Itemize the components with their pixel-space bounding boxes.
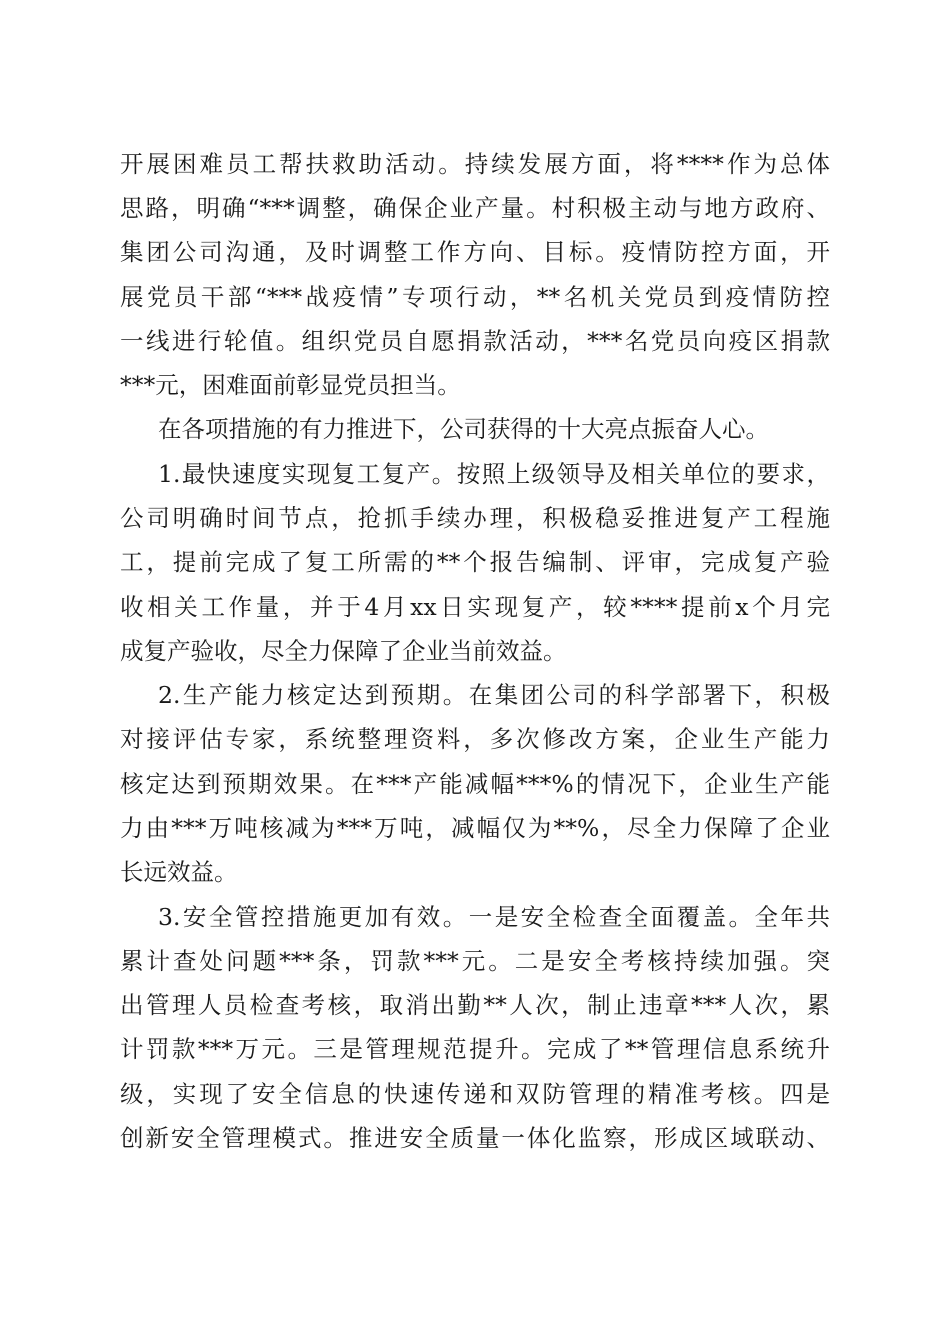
- list-item-heading: 3.安全管控措施更加有效。一是安全检查全面覆盖。全年共: [158, 903, 830, 931]
- text-line: 公司明确时间节点，抢抓手续办理，积极稳妥推进复产工程施: [120, 504, 830, 532]
- text-line: 力由***万吨核减为***万吨，减幅仅为**%，尽全力保障了企业: [120, 814, 830, 842]
- text-line: 展党员干部“***战疫情”专项行动，**名机关党员到疫情防控: [120, 283, 830, 311]
- text-line: 核定达到预期效果。在***产能减幅***%的情况下，企业生产能: [120, 770, 830, 798]
- text-line: 计罚款***万元。三是管理规范提升。完成了**管理信息系统升: [120, 1035, 830, 1063]
- list-item-heading: 2.生产能力核定达到预期。在集团公司的科学部署下，积极: [158, 681, 830, 709]
- text-line: 级，实现了安全信息的快速传递和双防管理的精准考核。四是: [120, 1080, 830, 1108]
- text-line: 集团公司沟通，及时调整工作方向、目标。疫情防控方面，开: [120, 238, 830, 266]
- list-item-heading: 1.最快速度实现复工复产。按照上级领导及相关单位的要求，: [158, 460, 830, 488]
- text-line: 累计查处问题***条，罚款***元。二是安全考核持续加强。突: [120, 947, 830, 975]
- text-line: 成复产验收，尽全力保障了企业当前效益。: [120, 637, 567, 665]
- text-line: 一线进行轮值。组织党员自愿捐款活动，***名党员向疫区捐款: [120, 327, 830, 355]
- text-line: 对接评估专家，系统整理资料，多次修改方案，企业生产能力: [120, 725, 830, 753]
- text-line: 工，提前完成了复工所需的**个报告编制、评审，完成复产验: [120, 548, 830, 576]
- text-line: ***元，困难面前彰显党员担当。: [120, 371, 461, 399]
- text-line: 出管理人员检查考核，取消出勤**人次，制止违章***人次，累: [120, 991, 830, 1019]
- text-line: 长远效益。: [120, 858, 238, 886]
- text-line: 思路，明确“***调整，确保企业产量。村积极主动与地方政府、: [120, 194, 830, 222]
- text-line: 收相关工作量，并于4月xx日实现复产，较****提前x个月完: [120, 593, 830, 621]
- paragraph-first-line: 在各项措施的有力推进下，公司获得的十大亮点振奋人心。: [158, 415, 769, 443]
- text-line: 创新安全管理模式。推进安全质量一体化监察，形成区域联动、: [120, 1124, 830, 1152]
- text-line: 开展困难员工帮扶救助活动。持续发展方面，将****作为总体: [120, 150, 830, 178]
